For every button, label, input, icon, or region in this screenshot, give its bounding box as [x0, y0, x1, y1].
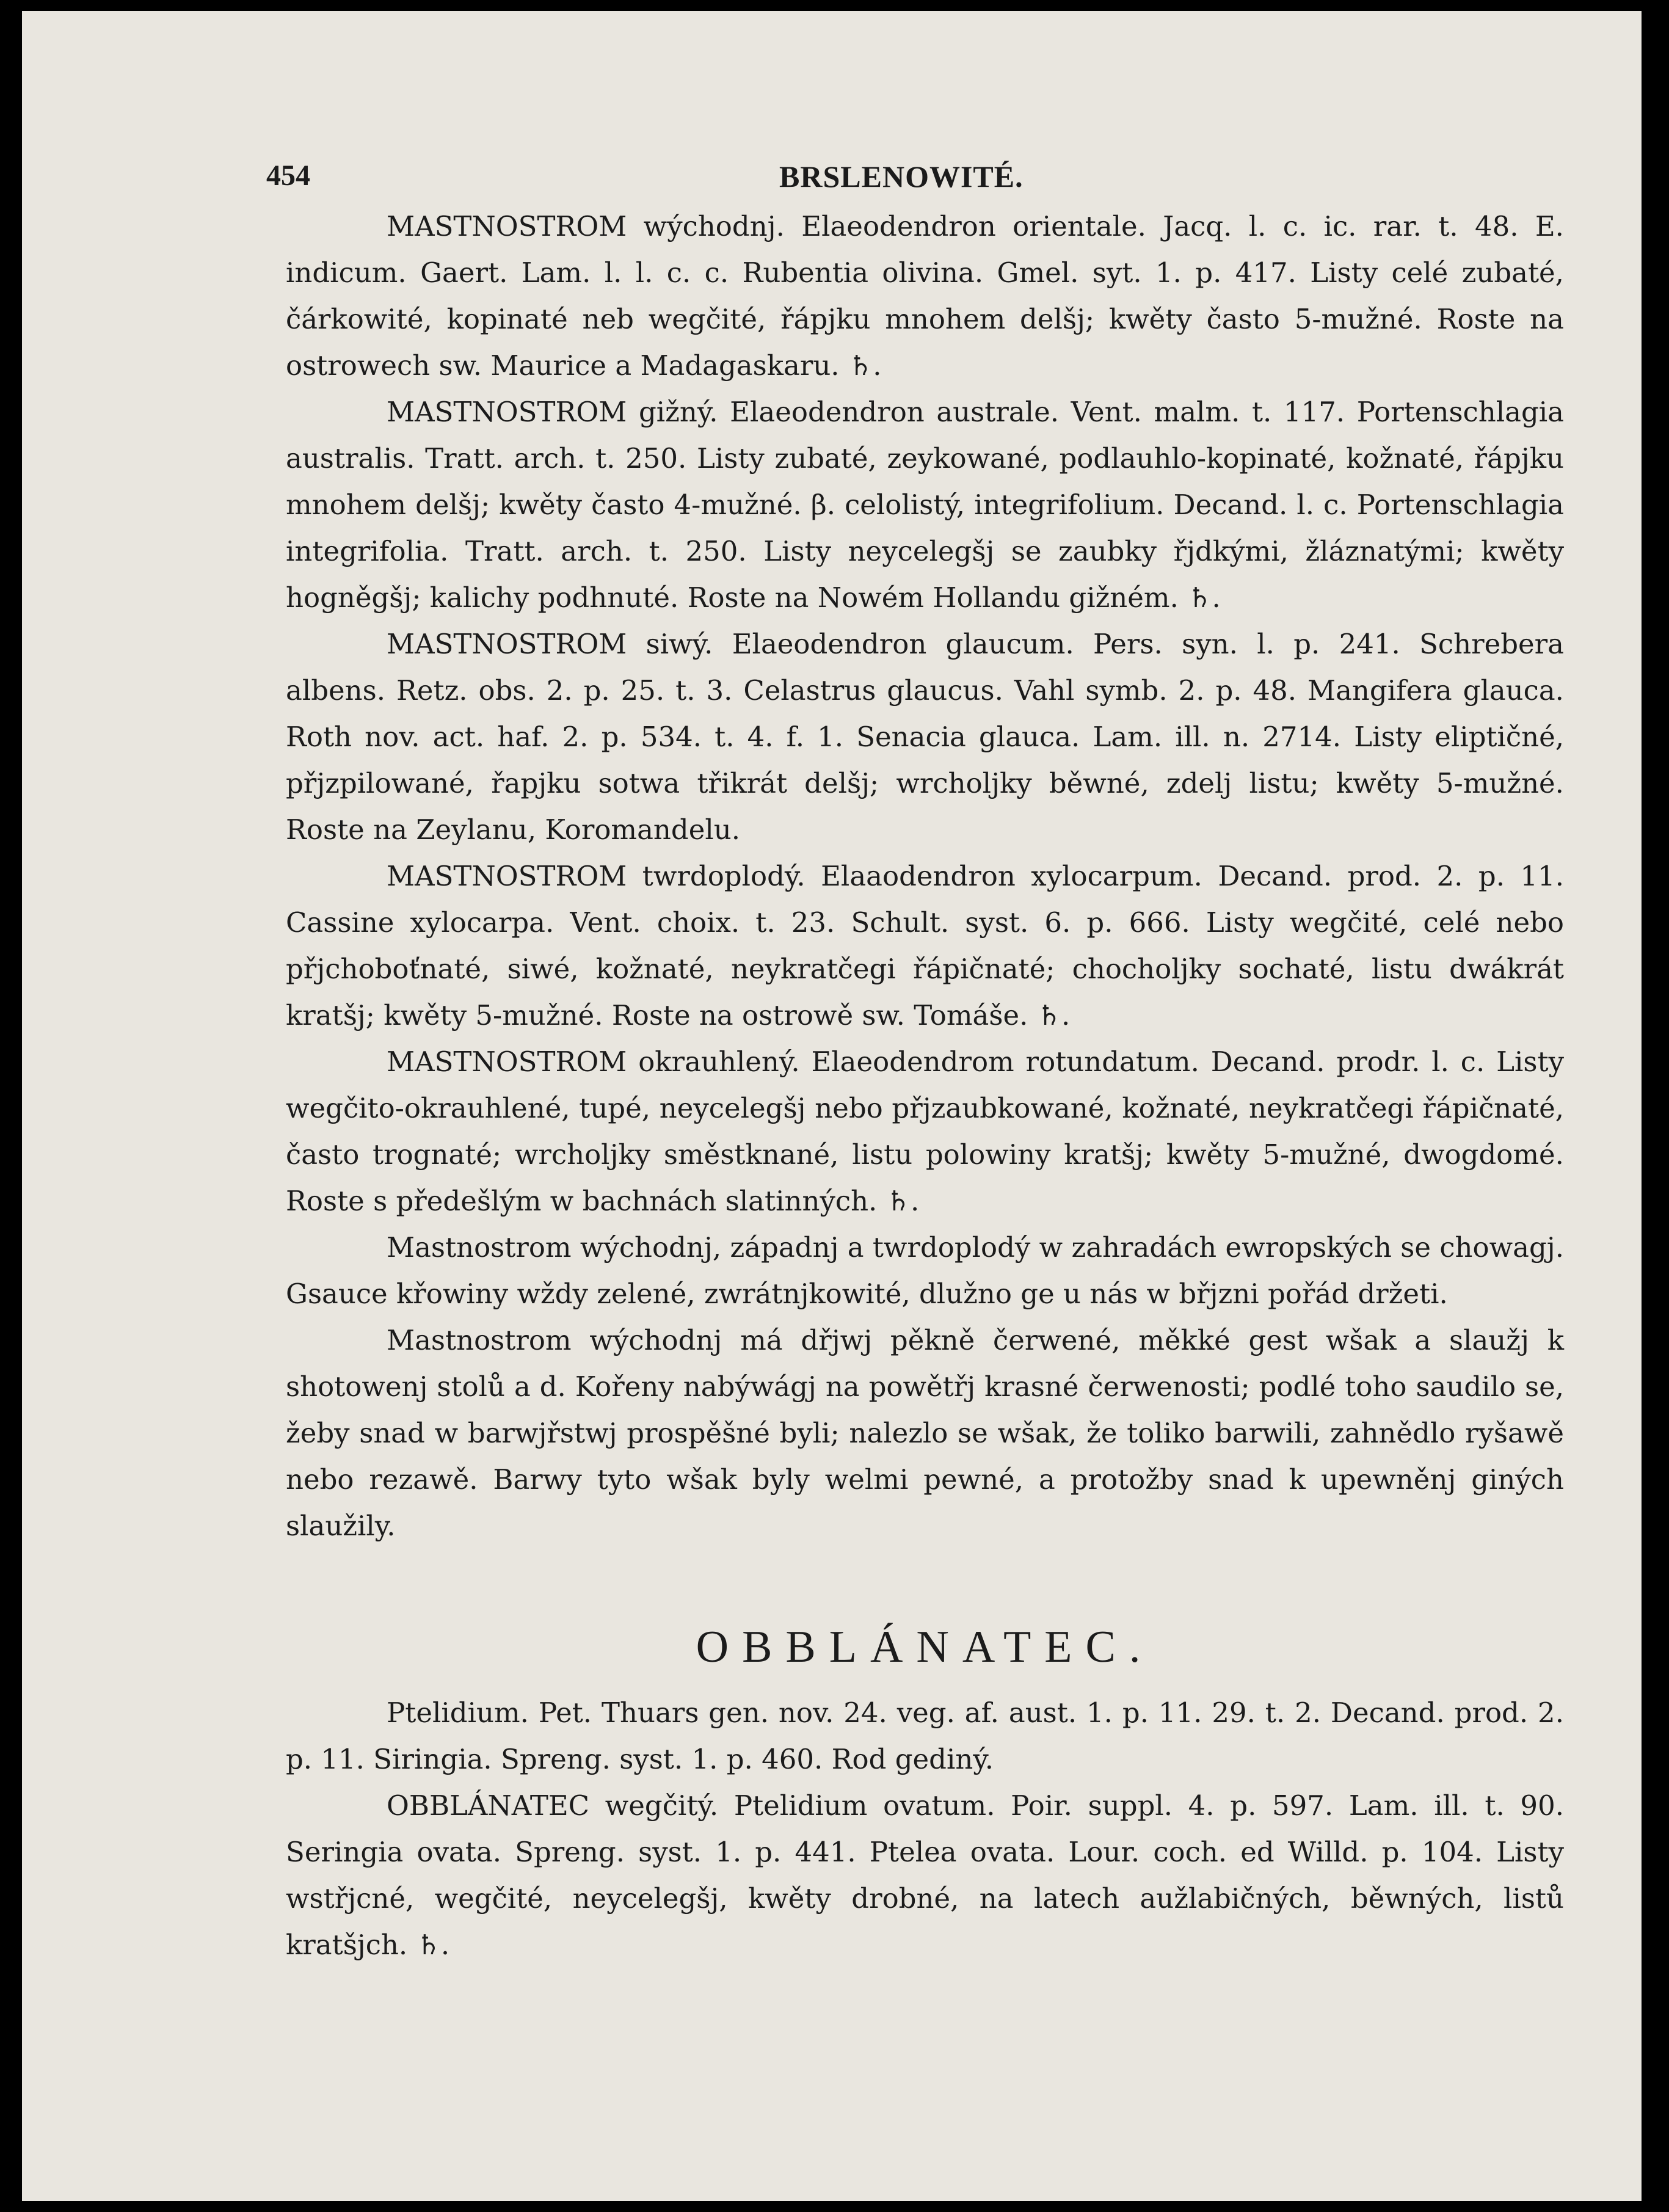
- paragraph-mastnostrom-siwy: MASTNOSTROM siwý. Elaeodendron glaucum. Pers. syn. l. p. 241. Schrebera albens. Retz. obs. 2. p. 25. t. 3. Celastrus glaucus. Vahl symb. 2. p. 48. Mangifera glauca. Roth nov. act. haf. 2. p. 534. t. 4. f. 1. Senacia glauca. Lam. ill. n. 2714. Listy eliptičné, přjzpilowané, řapjku sotwa třikrát delšj; wrcholjky běwné, zdelj listu; kwěty 5-mužné. Roste na Zeylanu, Koromandelu.: [286, 628, 1564, 846]
- running-head: BRSLENOWITÉ.: [779, 159, 1024, 194]
- paragraph-cultivation-note: Mastnostrom wýchodnj, západnj a twrdoplodý w zahradách ewropských se chowagj. Gsauce křowiny wždy zelené, zwrátnjkowité, dlužno ge u nás w břjzni pořád držeti.: [286, 1231, 1565, 1310]
- paragraph-obblanatec-wegcity: OBBLÁNATEC wegčitý. Ptelidium ovatum. Poir. suppl. 4. p. 597. Lam. ill. t. 90. Seringia ovata. Spreng. syst. 1. p. 441. Ptelea ovata. Lour. coch. ed Willd. p. 104. Listy wstřjcné, wegčité, neycelegšj, kwěty drobné, na latech aužlabičných, běwných, listů kratšjch. ♄.: [286, 1789, 1564, 1961]
- paragraph-mastnostrom-twrdoplody: MASTNOSTROM twrdoplodý. Elaaodendron xylocarpum. Decand. prod. 2. p. 11. Cassine xylocarpa. Vent. choix. t. 23. Schult. syst. 6. p. 666. Listy wegčité, celé nebo přjchoboťnaté, siwé, kožnaté, neykratčegi řápičnaté; chocholjky sochaté, listu dwákrát kratšj; kwěty 5-mužné. Roste na ostrowě sw. Tomáše. ♄.: [286, 860, 1564, 1031]
- section-title: OBBLÁNATEC.: [696, 1622, 1154, 1672]
- page-number: 454: [266, 159, 310, 192]
- paragraph-mastnostrom-okrauhleny: MASTNOSTROM okrauhlený. Elaeodendrom rotundatum. Decand. prodr. l. c. Listy wegčito-okrauhlené, tupé, neycelegšj nebo přjzaubkowané, kožnaté, neykratčegi řápičnaté, často trognaté; wrcholjky směstknané, listu polowiny kratšj; kwěty 5-mužné, dwogdomé. Roste s předešlým w bachnách slatinných. ♄.: [286, 1046, 1564, 1217]
- book-page: [22, 11, 1642, 2201]
- page-header: [266, 153, 1564, 202]
- body-text: [286, 203, 1564, 1968]
- paragraph-mastnostrom-gizny: MASTNOSTROM gižný. Elaeodendron australe. Vent. malm. t. 117. Portenschlagia australis. Tratt. arch. t. 250. Listy zubaté, zeykowané, podlauhlo-kopinaté, kožnaté, řápjku mnohem delšj; kwěty často 4-mužné. β. celolistý, integrifolium. Decand. l. c. Portenschlagia integrifolia. Tratt. arch. t. 250. Listy neycelegšj se zaubky řjdkými, žláznatými; kwěty hogněgšj; kalichy podhnuté. Roste na Nowém Hollandu gižném. ♄.: [286, 396, 1564, 614]
- paragraph-mastnostrom-wychodnj: MASTNOSTROM wýchodnj. Elaeodendron orientale. Jacq. l. c. ic. rar. t. 48. E. indicum. Gaert. Lam. l. l. c. c. Rubentia olivina. Gmel. syt. 1. p. 417. Listy celé zubaté, čárkowité, kopinaté neb wegčité, řápjku mnohem delšj; kwěty často 5-mužné. Roste na ostrowech sw. Maurice a Madagaskaru. ♄.: [286, 210, 1564, 382]
- paragraph-wood-note: Mastnostrom wýchodnj má dřjwj pěkně čerwené, měkké gest wšak a slaužj k shotowenj stolů a d. Kořeny nabýwágj na powětřj krasné čerwenosti; podlé toho saudilo se, žeby snad w barwjřstwj prospěšné byli; nalezlo se wšak, že toliko barwili, zahnědlo ryšawě nebo rezawě. Barwy tyto wšak byly welmi pewné, a protožby snad k upewněnj giných slaužily.: [286, 1324, 1564, 1542]
- paragraph-ptelidium-genus: Ptelidium. Pet. Thuars gen. nov. 24. veg. af. aust. 1. p. 11. 29. t. 2. Decand. prod. 2. p. 11. Siringia. Spreng. syst. 1. p. 460. Rod gediný.: [286, 1697, 1564, 1775]
